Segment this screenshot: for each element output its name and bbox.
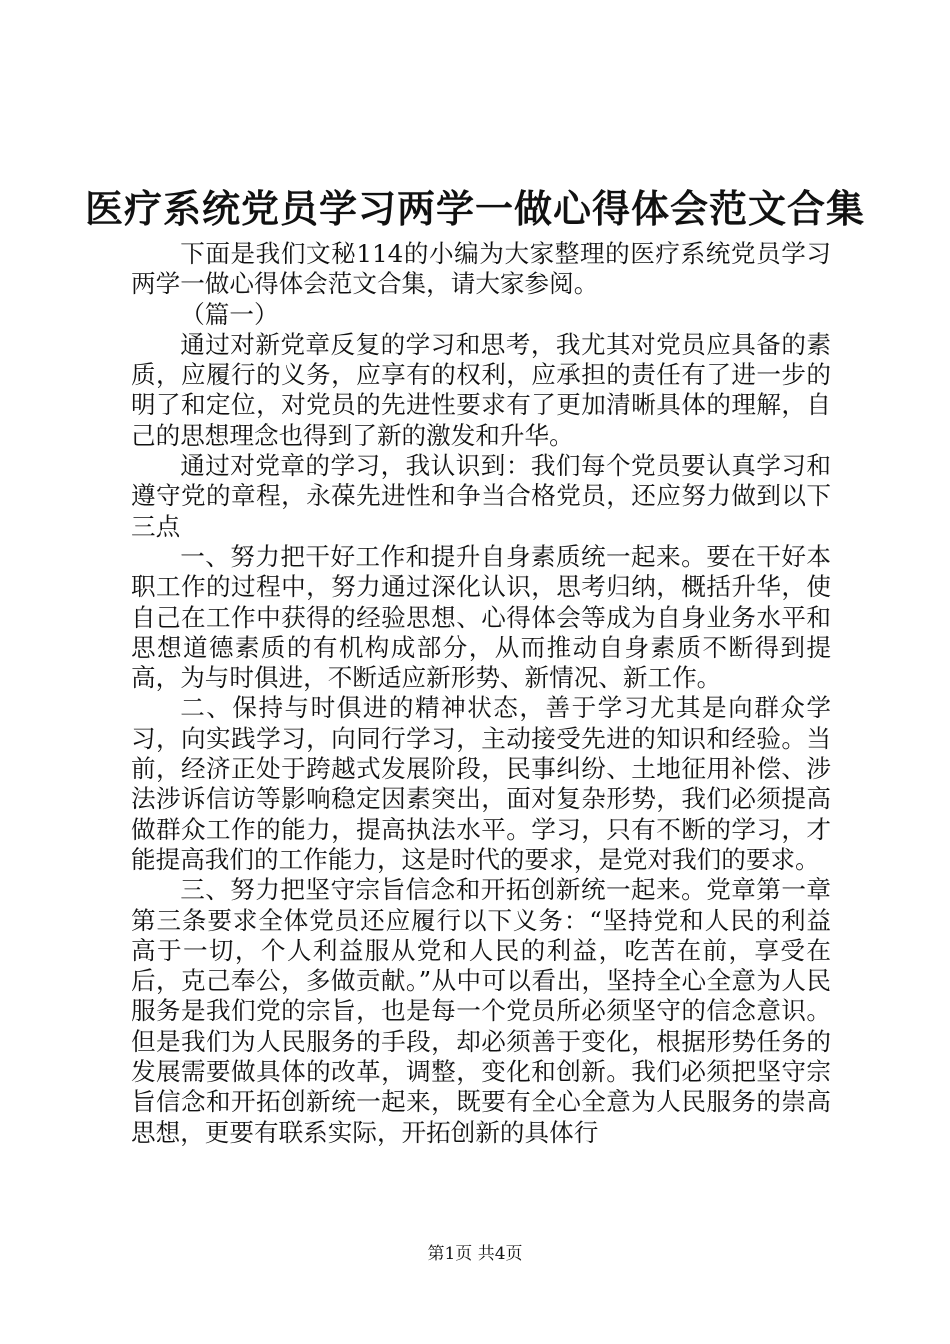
document-title: 医疗系统党员学习两学一做心得体会范文合集: [84, 186, 865, 231]
body-paragraph: 通过对党章的学习，我认识到：我们每个党员要认真学习和遵守党的章程，永葆先进性和争当合格党员，还应努力做到以下三点: [131, 451, 831, 541]
point-three-paragraph: 三、努力把坚守宗旨信念和开拓创新统一起来。党章第一章第三条要求全体党员还应履行以下义务：“坚持党和人民的利益高于一切，个人利益服从党和人民的利益，吃苦在前，享受在后，克己奉公，多做贡献。”从中可以看出，坚持全心全意为人民服务是我们党的宗旨，也是每一个党员所必须坚守的信念意识。但是我们为人民服务的手段，却必须善于变化，根据形势任务的发展需要做具体的改革，调整，变化和创新。我们必须把坚守宗旨信念和开拓创新统一起来，既要有全心全意为人民服务的崇高思想，更要有联系实际，开拓创新的具体行: [131, 875, 831, 1147]
point-two-paragraph: 二、保持与时俱进的精神状态，善于学习尤其是向群众学习，向实践学习，向同行学习，主动接受先进的知识和经验。当前，经济正处于跨越式发展阶段，民事纠纷、土地征用补偿、涉法涉诉信访等影响稳定因素突出，面对复杂形势，我们必须提高做群众工作的能力，提高执法水平。学习，只有不断的学习，才能提高我们的工作能力，这是时代的要求，是党对我们的要求。: [131, 693, 831, 874]
intro-paragraph: 下面是我们文秘114的小编为大家整理的医疗系统党员学习两学一做心得体会范文合集，请大家参阅。: [131, 239, 831, 299]
body-paragraph: 通过对新党章反复的学习和思考，我尤其对党员应具备的素质，应履行的义务，应享有的权利，应承担的责任有了进一步的明了和定位，对党员的先进性要求有了更加清晰具体的理解，自己的思想理念也得到了新的激发和升华。: [131, 329, 831, 450]
point-one-paragraph: 一、努力把干好工作和提升自身素质统一起来。要在干好本职工作的过程中，努力通过深化认识，思考归纳，概括升华，使自己在工作中获得的经验思想、心得体会等成为自身业务水平和思想道德素质的有机构成部分，从而推动自身素质不断得到提高，为与时俱进，不断适应新形势、新情况、新工作。: [131, 541, 831, 693]
section-heading: （篇一）: [180, 299, 279, 329]
document-body: [131, 239, 831, 1148]
page-number-footer: 第1页 共4页: [427, 1244, 523, 1264]
